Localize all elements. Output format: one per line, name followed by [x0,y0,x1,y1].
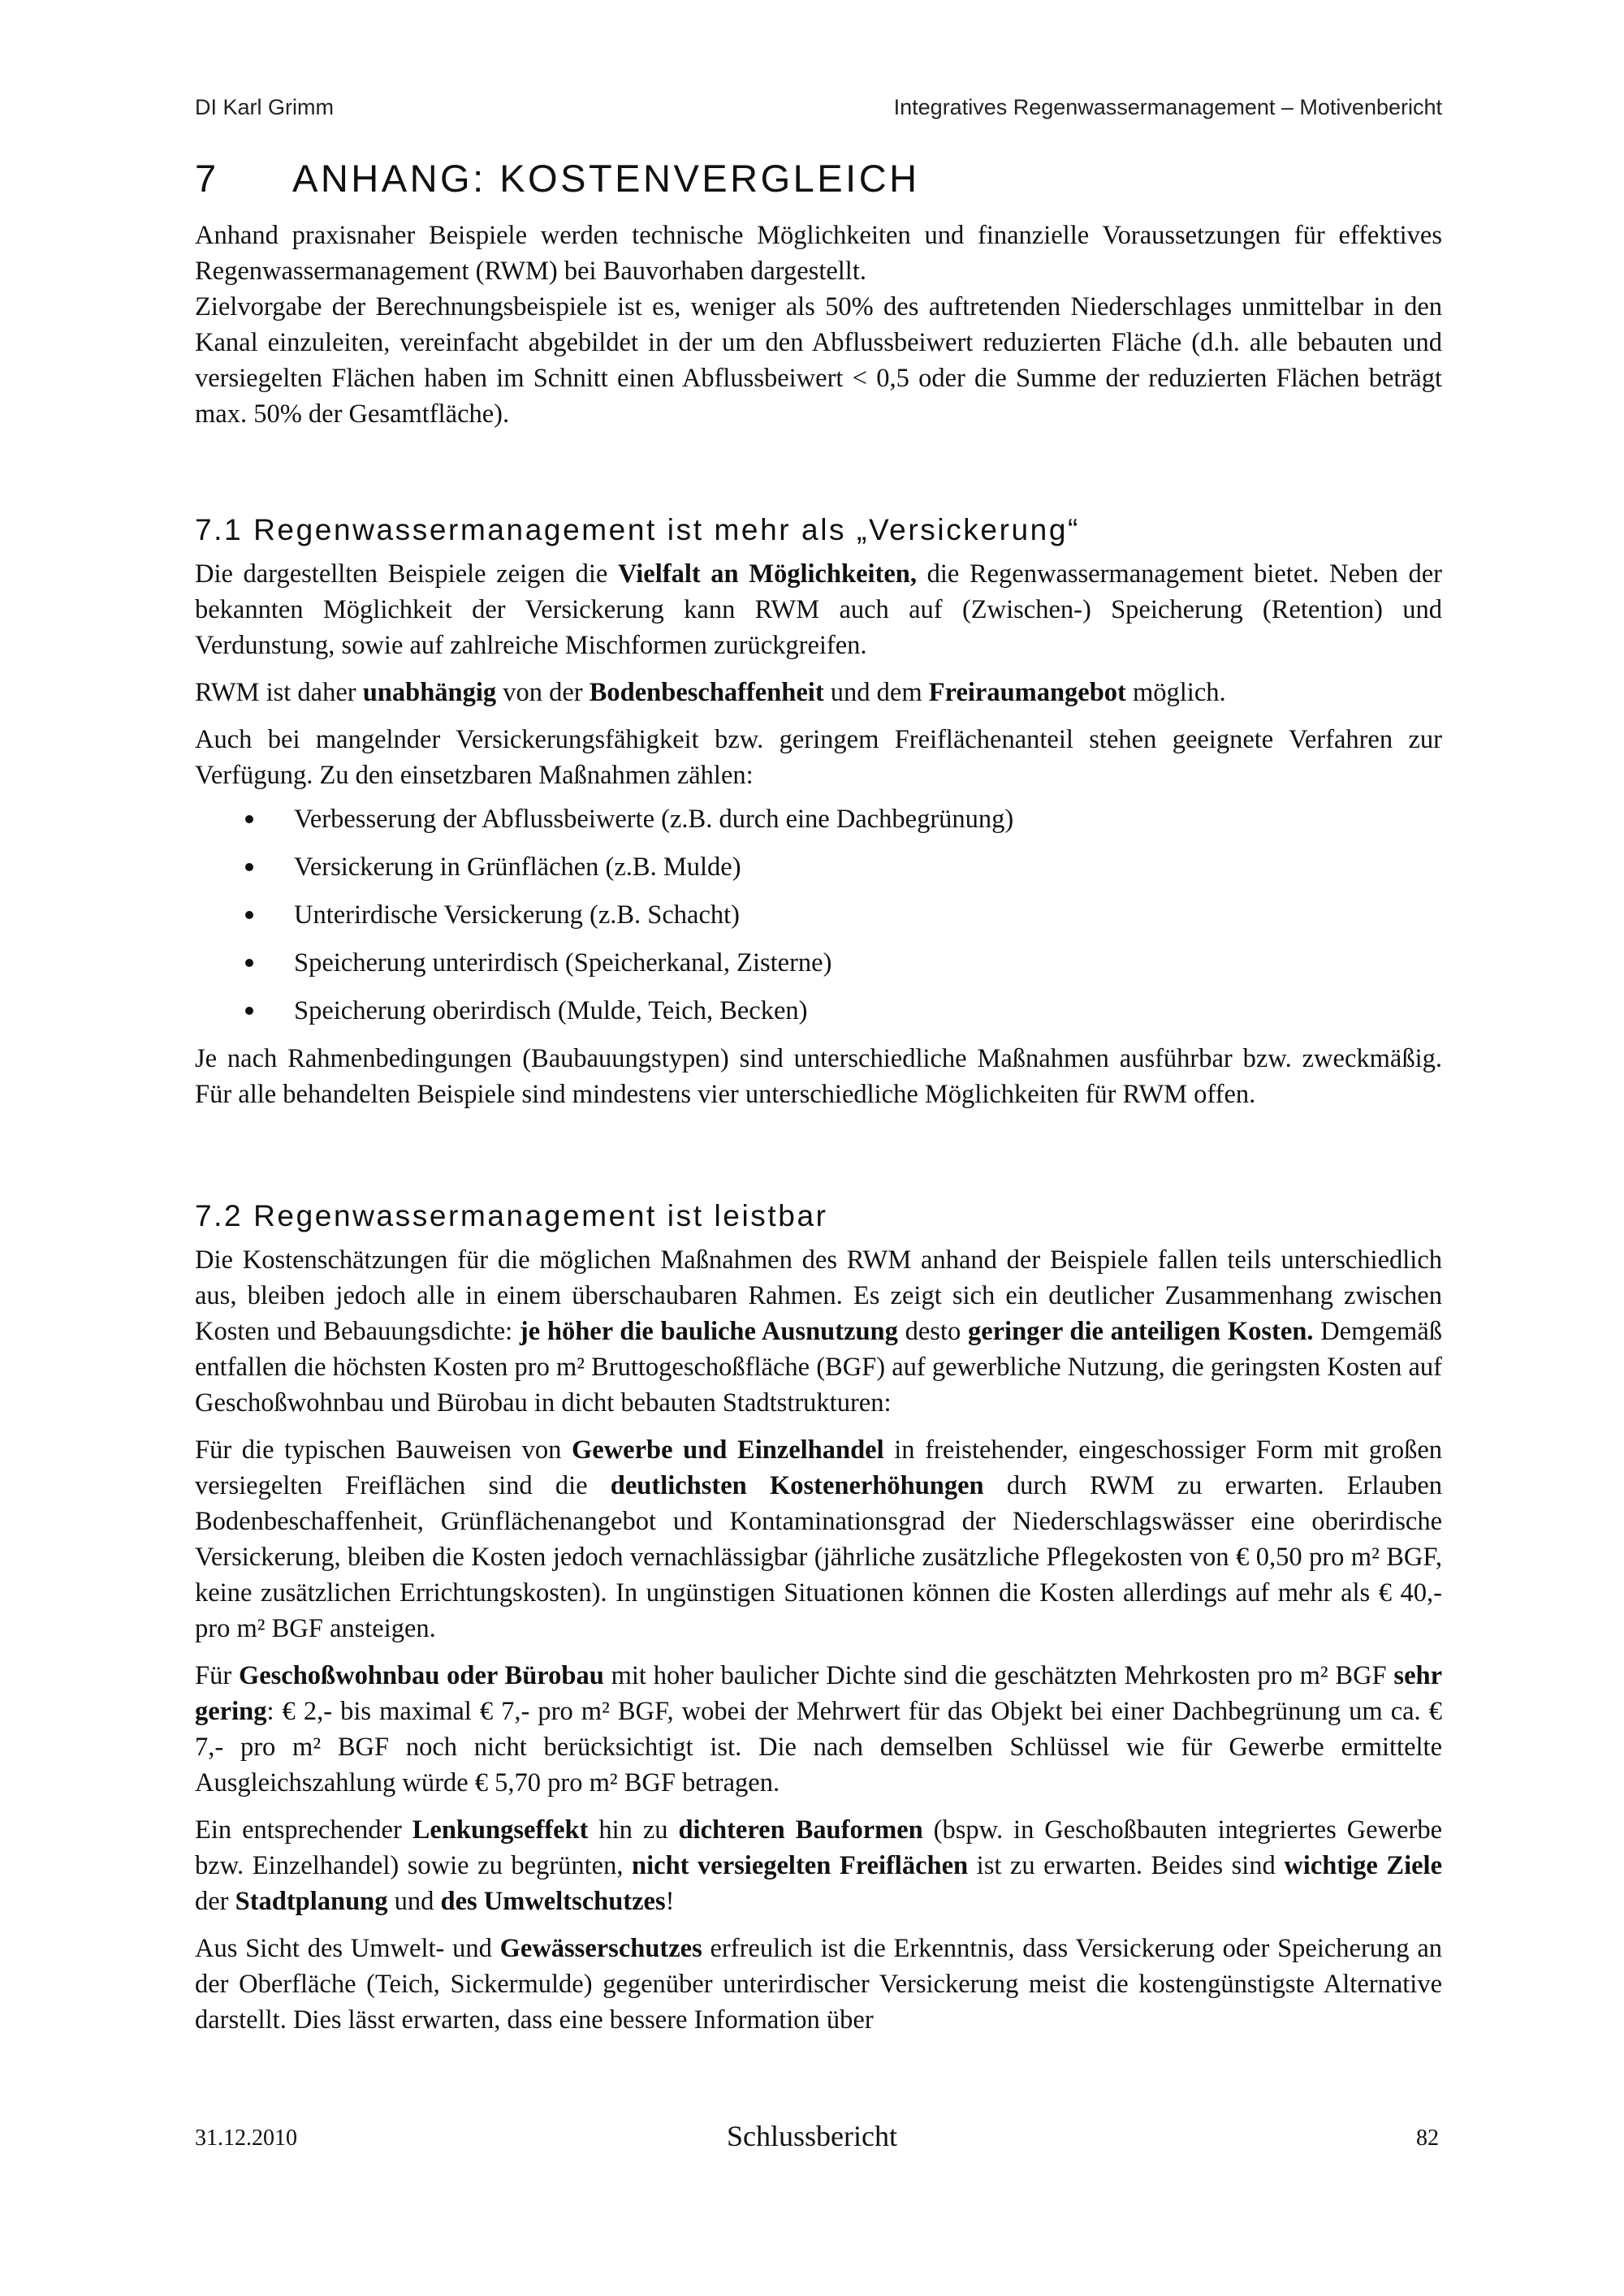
footer-label: Schlussbericht [727,2120,897,2152]
bullet-icon [245,911,253,919]
list-item: Versickerung in Grünflächen (z.B. Mulde) [195,849,1442,885]
chapter-title: ANHANG: KOSTENVERGLEICH [292,157,920,200]
measures-list [195,801,1442,1029]
header-report-title: Integratives Regenwassermanagement – Motivenbericht [893,95,1442,119]
section-7-2-paragraph-2: Für die typischen Bauweisen von Gewerbe und Einzelhandel in freistehender, eingeschossiger Form mit großen versiegelten Freiflächen sind die deutlichsten Kostenerhöhungen durch RWM zu erwarten. Erlauben Bodenbeschaffenheit, Grünflächenangebot und Kontaminationsgrad der Niederschlagswässer eine oberirdische Versickerung, bleiben die Kosten jedoch vernachlässigbar (jährliche zusätzliche Pflegekosten von € 0,50 pro m² BGF, keine zusätzlichen Errichtungskosten). In ungünstigen Situationen können die Kosten allerdings auf mehr als € 40,- pro m² BGF ansteigen. [195,1435,1443,1643]
section-7-2-paragraph-3: Für Geschoßwohnbau oder Bürobau mit hoher baulicher Dichte sind die geschätzten Mehrkosten pro m² BGF sehr gering: € 2,- bis maximal € 7,- pro m² BGF, wobei der Mehrwert für das Objekt bei einer Dachbegrünung um ca. € 7,- pro m² BGF noch nicht berücksichtigt ist. Die nach demselben Schlüssel wie für Gewerbe ermittelte Ausgleichszahlung würde € 5,70 pro m² BGF betragen. [195,1661,1442,1798]
bullet-icon [245,959,253,967]
chapter-heading [195,154,1442,203]
section-7-2-heading: 7.2 Regenwassermanagement ist leistbar [195,1199,828,1232]
section-7-1-paragraph-4: Je nach Rahmenbedingungen (Baubauungstypen) sind unterschiedliche Maßnahmen ausführbar bzw. zweckmäßig. Für alle behandelten Beispiele sind mindestens vier unterschiedliche Möglichkeiten für RWM offen. [195,1044,1442,1109]
section-7-1-paragraph-1: Die dargestellten Beispiele zeigen die Vielfalt an Möglichkeiten, die Regenwassermanagement bietet. Neben der bekannten Möglichkeit der Versickerung kann RWM auch auf (Zwischen-) Speicherung (Retention) und Verdunstung, sowie auf zahlreiche Mischformen zurückgreifen. [195,559,1442,660]
section-7-2-paragraph-4: Ein entsprechender Lenkungseffekt hin zu dichteren Bauformen (bspw. in Geschoßbauten integriertes Gewerbe bzw. Einzelhandel) sowie zu begrünten, nicht versiegelten Freiflächen ist zu erwarten. Beides sind wichtige Ziele der Stadtplanung und des Umweltschutzes! [195,1815,1442,1916]
section-7-1-paragraph-3: Auch bei mangelnder Versickerungsfähigkeit bzw. geringem Freiflächenanteil stehen geeignete Verfahren zur Verfügung. Zu den einsetzbaren Maßnahmen zählen: [195,725,1442,790]
page-number: 82 [1416,2126,1439,2151]
intro-paragraph-1: Anhand praxisnaher Beispiele werden technische Möglichkeiten und finanzielle Voraussetzungen für effektives Regenwassermanagement (RWM) bei Bauvorhaben dargestellt. [195,221,1442,286]
section-7-1-paragraph-2: RWM ist daher unabhängig von der Bodenbeschaffenheit und dem Freiraumangebot möglich. [195,678,1226,707]
intro-paragraph-2: Zielvorgabe der Berechnungsbeispiele ist es, weniger als 50% des auftretenden Niederschlages unmittelbar in den Kanal einzuleiten, vereinfacht abgebildet in der um den Abflussbeiwert reduzierten Fläche (d.h. alle bebauten und versiegelten Flächen haben im Schnitt einen Abflussbeiwert < 0,5 oder die Summe der reduzierten Flächen beträgt max. 50% der Gesamtfläche). [195,292,1442,429]
bullet-icon [245,815,253,823]
footer-date: 31.12.2010 [195,2126,297,2151]
list-item: Unterirdische Versickerung (z.B. Schacht) [195,897,1442,933]
chapter-number: 7 [195,157,219,200]
list-item: Speicherung oberirdisch (Mulde, Teich, Becken) [195,993,1442,1029]
section-7-2-paragraph-1: Die Kostenschätzungen für die möglichen Maßnahmen des RWM anhand der Beispiele fallen teils unterschiedlich aus, bleiben jedoch alle in einem überschaubaren Rahmen. Es zeigt sich ein deutlicher Zusammenhang zwischen Kosten und Bebauungsdichte: je höher die bauliche Ausnutzung desto geringer die anteiligen Kosten. Demgemäß entfallen die höchsten Kosten pro m² Bruttogeschoßfläche (BGF) auf gewerbliche Nutzung, die geringsten Kosten auf Geschoßwohnbau und Bürobau in dicht bebauten Stadtstrukturen: [195,1245,1442,1418]
header-author: DI Karl Grimm [195,95,334,119]
bullet-icon [245,1007,253,1015]
section-7-2-paragraph-5: Aus Sicht des Umwelt- und Gewässerschutzes erfreulich ist die Erkenntnis, dass Versickerung oder Speicherung an der Oberfläche (Teich, Sickermulde) gegenüber unterirdischer Versickerung meist die kostengünstigste Alternative darstellt. Dies lässt erwarten, dass eine bessere Information über [195,1934,1442,2035]
bullet-icon [245,863,253,871]
list-item: Verbesserung der Abflussbeiwerte (z.B. durch eine Dachbegrünung) [195,801,1442,837]
list-item: Speicherung unterirdisch (Speicherkanal, Zisterne) [195,945,1442,981]
page-body [195,154,1442,2049]
section-7-1-heading: 7.1 Regenwassermanagement ist mehr als „Versickerung“ [195,513,1080,546]
